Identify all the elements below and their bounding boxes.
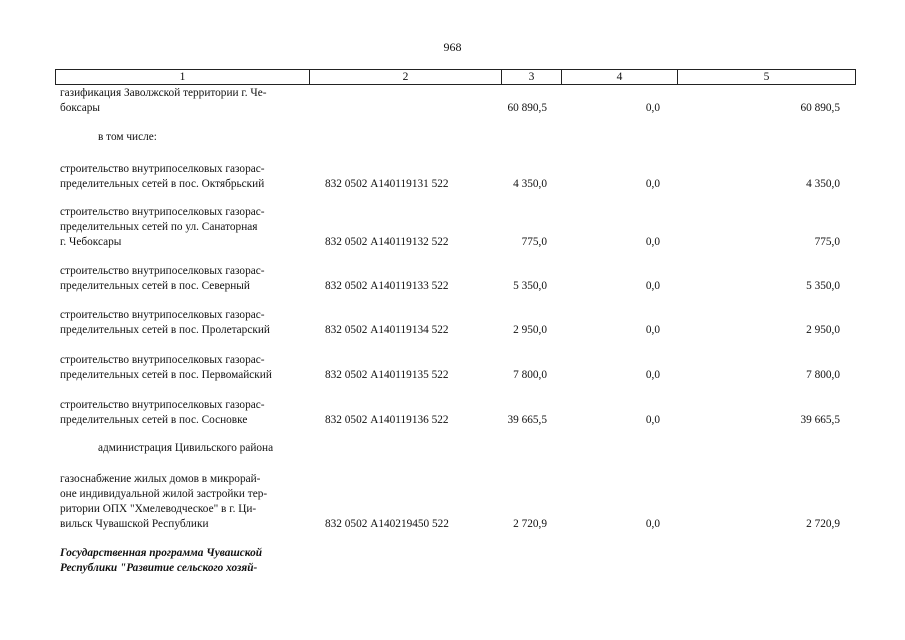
row-value-3: 39 665,5 <box>507 414 547 426</box>
row-value-5: 4 350,0 <box>806 178 840 190</box>
row-value-3: 60 890,5 <box>507 102 547 114</box>
row-value-5: 775,0 <box>814 236 840 248</box>
row-name: строительство внутрипоселковых газорас- пределительных сетей в пос. Первомайский <box>60 354 272 381</box>
row-code: 832 0502 А140119132 522 <box>325 236 449 248</box>
row-code: 832 0502 А140219450 522 <box>325 518 449 530</box>
row-value-3: 5 350,0 <box>513 280 547 292</box>
row-value-3: 7 800,0 <box>513 369 547 381</box>
page-number: 968 <box>443 40 462 54</box>
row-name: строительство внутрипоселковых газорас- пределительных сетей в пос. Сосновке <box>60 399 265 426</box>
row-value-4: 0,0 <box>645 324 660 336</box>
row-value-4: 0,0 <box>645 518 660 530</box>
row-name: администрация Цивильского района <box>98 442 274 454</box>
row-name: строительство внутрипоселковых газорас- пределительных сетей в пос. Октябрьский <box>60 163 265 190</box>
column-header-5: 5 <box>763 71 770 83</box>
row-value-4: 0,0 <box>645 369 660 381</box>
row-value-4: 0,0 <box>645 280 660 292</box>
row-name: газоснабжение жилых домов в микрорай- оне индивидуальной жилой застройки тер- ритории ОПХ "Хмелеводческое" в г. Ци- вильск Чувашской Республики <box>60 473 268 530</box>
row-name: строительство внутрипоселковых газорас- пределительных сетей в пос. Пролетарский <box>60 309 270 336</box>
table-column-header <box>55 69 856 85</box>
row-code: 832 0502 А140119131 522 <box>325 178 449 190</box>
row-value-3: 2 950,0 <box>513 324 547 336</box>
row-value-4: 0,0 <box>645 236 660 248</box>
row-code: 832 0502 А140119134 522 <box>325 324 449 336</box>
row-value-5: 60 890,5 <box>800 102 840 114</box>
row-name: в том числе: <box>98 131 157 143</box>
row-value-5: 5 350,0 <box>806 280 840 292</box>
row-value-5: 2 950,0 <box>806 324 840 336</box>
row-value-3: 775,0 <box>521 236 547 248</box>
row-code: 832 0502 А140119136 522 <box>325 414 449 426</box>
row-value-5: 7 800,0 <box>806 369 840 381</box>
row-value-5: 39 665,5 <box>800 414 840 426</box>
row-value-4: 0,0 <box>645 102 660 114</box>
column-header-3: 3 <box>502 70 562 84</box>
row-name: строительство внутрипоселковых газорас- пределительных сетей в пос. Северный <box>60 265 265 292</box>
column-header-4: 4 <box>562 70 678 84</box>
row-value-3: 4 350,0 <box>513 178 547 190</box>
row-name: газификация Заволжской территории г. Че- боксары <box>60 87 267 114</box>
row-name: Государственная программа Чувашской Республики "Развитие сельского хозяй- <box>60 547 262 574</box>
column-header-2: 2 <box>310 70 502 84</box>
row-name: строительство внутрипоселковых газорас- пределительных сетей по ул. Санаторная г. Чебоксары <box>60 206 265 248</box>
row-code: 832 0502 А140119135 522 <box>325 369 449 381</box>
row-value-4: 0,0 <box>645 414 660 426</box>
row-value-4: 0,0 <box>645 178 660 190</box>
row-value-5: 2 720,9 <box>806 518 840 530</box>
row-value-3: 2 720,9 <box>513 518 547 530</box>
column-header-1: 1 <box>56 70 310 84</box>
row-code: 832 0502 А140119133 522 <box>325 280 449 292</box>
